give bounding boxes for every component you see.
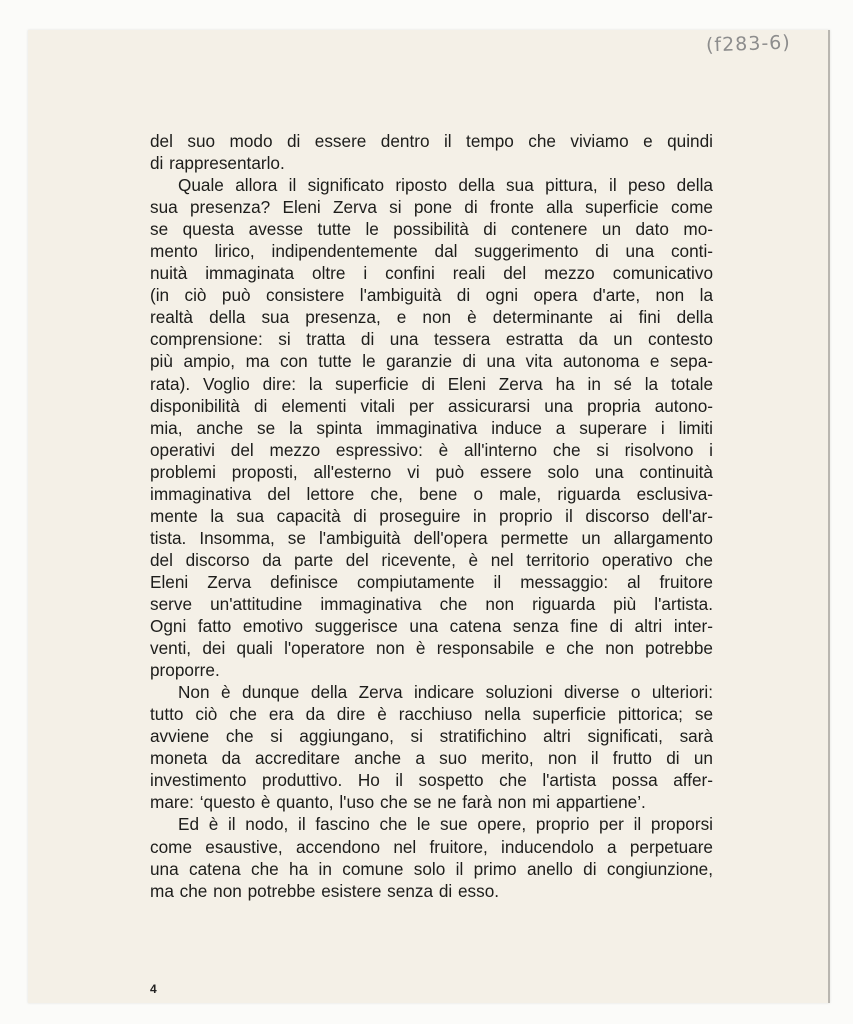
text-line: serve un'attitudine immaginativa che non riguarda più l'artista. — [150, 593, 713, 614]
text-line: come esaustive, accendono nel fruitore, inducendolo a perpetuare — [150, 836, 713, 857]
handwritten-annotation: (f283-6) — [705, 31, 792, 57]
text-line: del discorso da parte del ricevente, è nel territorio operativo che — [150, 549, 713, 570]
text-line: Quale allora il significato riposto della sua pittura, il peso della — [178, 175, 713, 196]
text-line: tista. Insomma, se l'ambiguità dell'opera permette un allargamento — [150, 527, 713, 548]
text-line: immaginativa del lettore che, bene o male, riguarda esclusiva- — [150, 483, 713, 504]
text-line: nuità immaginata oltre i confini reali del mezzo comunicativo — [150, 263, 713, 284]
body-text — [150, 130, 713, 902]
text-line: se questa avesse tutte le possibilità di contenere un dato mo- — [150, 219, 713, 240]
text-line: tutto ciò che era da dire è racchiuso nella superficie pittorica; se — [150, 704, 713, 725]
text-line: realtà della sua presenza, e non è determinante ai fini della — [150, 307, 713, 328]
text-line: disponibilità di elementi vitali per assicurarsi una propria autono- — [150, 395, 713, 416]
text-line: più ampio, ma con tutte le garanzie di una vita autonoma e sepa- — [150, 351, 713, 372]
text-line: sua presenza? Eleni Zerva si pone di fronte alla superficie come — [150, 197, 713, 218]
text-line: venti, dei quali l'operatore non è responsabile e che non potrebbe — [150, 638, 713, 659]
paragraph — [150, 813, 713, 901]
text-line: avviene che si aggiungano, si stratifichino altri significati, sarà — [150, 726, 713, 747]
text-line: Eleni Zerva definisce compiutamente il messaggio: al fruitore — [150, 571, 713, 592]
text-line: rata). Voglio dire: la superficie di Eleni Zerva ha in sé la totale — [150, 373, 713, 394]
text-line: Non è dunque della Zerva indicare soluzioni diverse o ulteriori: — [178, 682, 713, 703]
text-line: di rappresentarlo. — [150, 153, 285, 174]
paragraph — [150, 681, 713, 813]
text-line: operativi del mezzo espressivo: è all'interno che si risolvono i — [150, 439, 713, 460]
text-line: Ed è il nodo, il fascino che le sue opere, proprio per il proporsi — [178, 814, 713, 835]
text-line: problemi proposti, all'esterno vi può essere solo una continuità — [150, 461, 713, 482]
text-line: Ogni fatto emotivo suggerisce una catena senza fine di altri inter- — [150, 616, 713, 637]
paragraph — [150, 130, 713, 174]
text-line: mente la sua capacità di proseguire in proprio il discorso dell'ar- — [150, 505, 713, 526]
text-line: mia, anche se la spinta immaginativa induce a superare i limiti — [150, 417, 713, 438]
text-line: mare: ‘questo è quanto, l'uso che se ne farà non mi appartiene’. — [150, 792, 646, 813]
text-line: del suo modo di essere dentro il tempo che viviamo e quindi — [150, 131, 713, 151]
text-line: proporre. — [150, 660, 220, 681]
page-number: 4 — [150, 982, 157, 996]
text-line: ma che non potrebbe esistere senza di esso. — [150, 880, 500, 901]
paragraph — [150, 174, 713, 681]
text-line: una catena che ha in comune solo il primo anello di congiunzione, — [150, 858, 713, 879]
text-line: mento lirico, indipendentemente dal suggerimento di una conti- — [150, 241, 713, 262]
text-line: comprensione: si tratta di una tessera estratta da un contesto — [150, 329, 713, 350]
text-line: moneta da accreditare anche a suo merito, non il frutto di un — [150, 748, 713, 769]
text-line: (in ciò può consistere l'ambiguità di ogni opera d'arte, non la — [150, 285, 713, 306]
text-line: investimento produttivo. Ho il sospetto che l'artista possa affer- — [150, 770, 713, 791]
